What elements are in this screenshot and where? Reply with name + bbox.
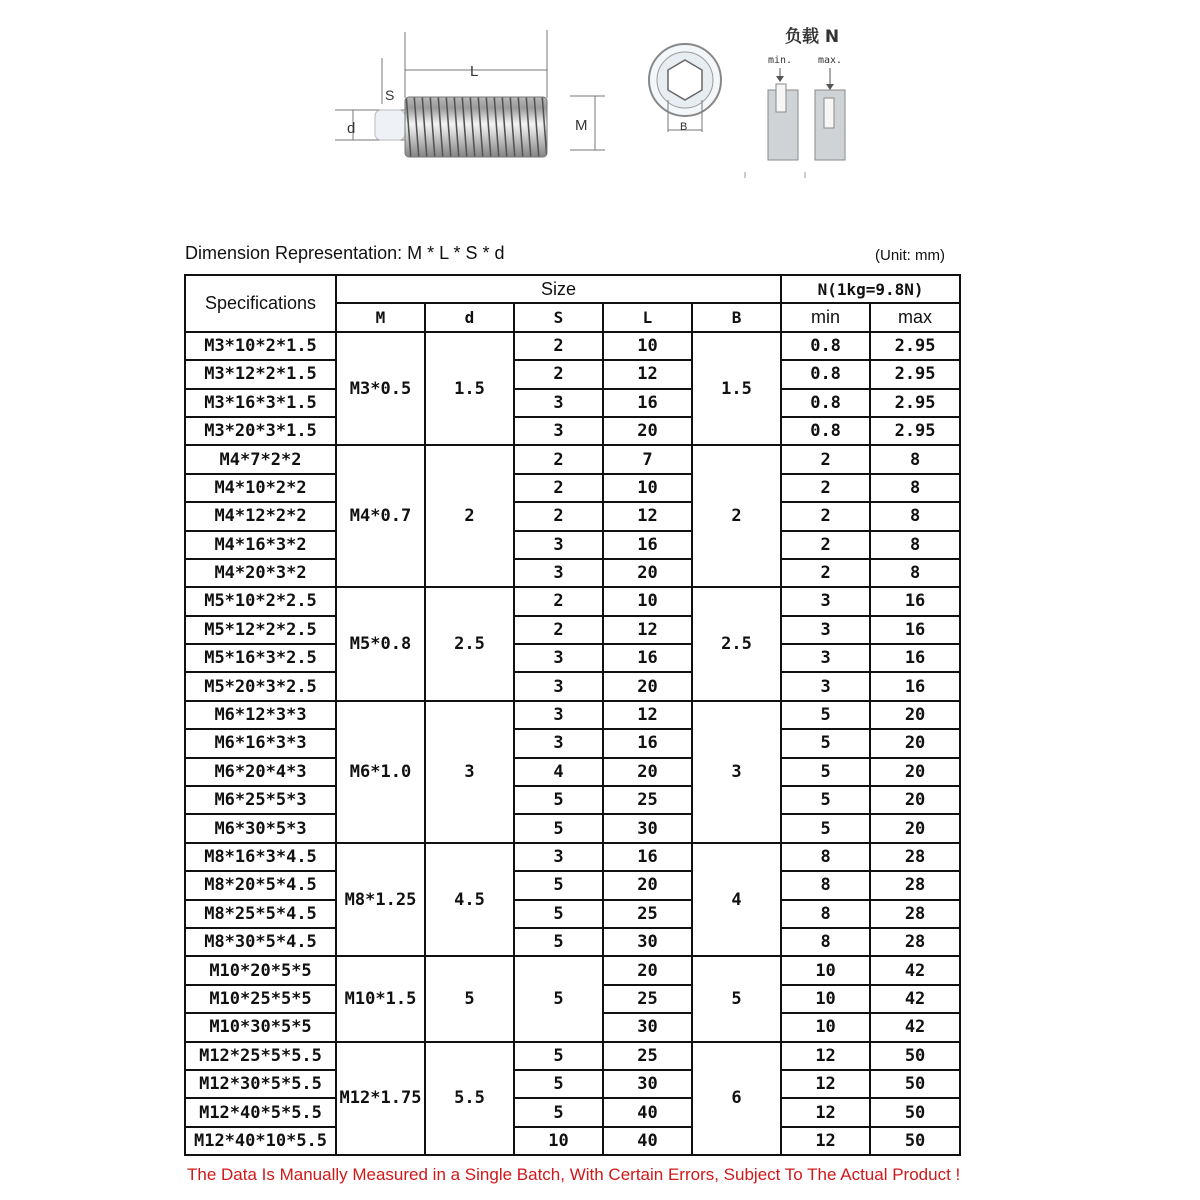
L-cell: 30 xyxy=(603,814,692,842)
S-cell: 10 xyxy=(514,1127,603,1155)
table-row xyxy=(185,559,960,587)
S-cell: 5 xyxy=(514,1098,603,1126)
col-header-B: B xyxy=(692,303,781,331)
max-load-cell: 2.95 xyxy=(870,360,960,388)
L-cell: 16 xyxy=(603,389,692,417)
max-load-cell: 2.95 xyxy=(870,332,960,360)
spec-header: Specifications xyxy=(185,275,336,332)
min-load-cell: 10 xyxy=(781,956,870,984)
table-row xyxy=(185,729,960,757)
title-row xyxy=(185,243,945,269)
L-cell: 16 xyxy=(603,531,692,559)
B-cell: 6 xyxy=(692,1042,781,1156)
table-row xyxy=(185,389,960,417)
max-load-cell: 50 xyxy=(870,1042,960,1070)
max-load-cell: 28 xyxy=(870,871,960,899)
L-cell: 12 xyxy=(603,701,692,729)
min-load-cell: 5 xyxy=(781,814,870,842)
S-cell: 3 xyxy=(514,531,603,559)
L-cell: 12 xyxy=(603,360,692,388)
min-load-cell: 8 xyxy=(781,928,870,956)
S-cell: 3 xyxy=(514,417,603,445)
max-load-cell: 20 xyxy=(870,758,960,786)
thread-M-cell: M3*0.5 xyxy=(336,332,425,446)
spec-cell: M3*10*2*1.5 xyxy=(185,332,336,360)
spec-cell: M12*30*5*5.5 xyxy=(185,1070,336,1098)
min-load-cell: 8 xyxy=(781,843,870,871)
spec-cell: M4*10*2*2 xyxy=(185,474,336,502)
table-row xyxy=(185,672,960,700)
min-load-cell: 2 xyxy=(781,531,870,559)
product-diagram xyxy=(325,0,965,205)
min-load-cell: 0.8 xyxy=(781,332,870,360)
max-load-cell: 2.95 xyxy=(870,417,960,445)
min-load-cell: 8 xyxy=(781,871,870,899)
table-row xyxy=(185,928,960,956)
S-cell: 3 xyxy=(514,644,603,672)
min-load-cell: 2 xyxy=(781,559,870,587)
spec-cell: M4*16*3*2 xyxy=(185,531,336,559)
min-load-cell: 5 xyxy=(781,729,870,757)
S-cell: 5 xyxy=(514,814,603,842)
spec-cell: M6*12*3*3 xyxy=(185,701,336,729)
spec-cell: M6*30*5*3 xyxy=(185,814,336,842)
table-row xyxy=(185,1070,960,1098)
max-load-cell: 20 xyxy=(870,701,960,729)
L-cell: 25 xyxy=(603,786,692,814)
table-row xyxy=(185,531,960,559)
spec-cell: M10*25*5*5 xyxy=(185,985,336,1013)
label-S: S xyxy=(385,87,395,103)
max-load-cell: 8 xyxy=(870,445,960,473)
thread-M-cell: M5*0.8 xyxy=(336,587,425,701)
table-row xyxy=(185,417,960,445)
min-load-cell: 5 xyxy=(781,701,870,729)
table-row xyxy=(185,474,960,502)
spec-cell: M6*20*4*3 xyxy=(185,758,336,786)
L-cell: 40 xyxy=(603,1127,692,1155)
d-cell: 3 xyxy=(425,701,514,843)
max-load-cell: 28 xyxy=(870,900,960,928)
table-row xyxy=(185,644,960,672)
L-cell: 7 xyxy=(603,445,692,473)
table-row xyxy=(185,900,960,928)
spec-cell: M8*25*5*4.5 xyxy=(185,900,336,928)
L-cell: 30 xyxy=(603,1013,692,1041)
B-cell: 1.5 xyxy=(692,332,781,446)
L-cell: 20 xyxy=(603,417,692,445)
n-header: N(1kg=9.8N) xyxy=(781,275,960,303)
L-cell: 10 xyxy=(603,332,692,360)
d-cell: 1.5 xyxy=(425,332,514,446)
L-cell: 30 xyxy=(603,928,692,956)
spec-cell: M8*16*3*4.5 xyxy=(185,843,336,871)
min-load-cell: 12 xyxy=(781,1070,870,1098)
L-cell: 16 xyxy=(603,729,692,757)
L-cell: 16 xyxy=(603,843,692,871)
table-row xyxy=(185,956,960,984)
dimension-title: Dimension Representation: M * L * S * d xyxy=(185,243,505,263)
min-load-cell: 8 xyxy=(781,900,870,928)
spec-cell: M6*25*5*3 xyxy=(185,786,336,814)
max-load-cell: 16 xyxy=(870,616,960,644)
S-cell: 2 xyxy=(514,502,603,530)
min-load-cell: 2 xyxy=(781,474,870,502)
S-cell: 5 xyxy=(514,956,603,1041)
table-row xyxy=(185,332,960,360)
min-load-cell: 3 xyxy=(781,587,870,615)
thread-M-cell: M12*1.75 xyxy=(336,1042,425,1156)
max-load-cell: 8 xyxy=(870,531,960,559)
spec-cell: M4*7*2*2 xyxy=(185,445,336,473)
L-cell: 16 xyxy=(603,644,692,672)
spec-cell: M10*30*5*5 xyxy=(185,1013,336,1041)
S-cell: 3 xyxy=(514,729,603,757)
S-cell: 5 xyxy=(514,871,603,899)
L-cell: 20 xyxy=(603,956,692,984)
spec-cell: M6*16*3*3 xyxy=(185,729,336,757)
table-row xyxy=(185,616,960,644)
S-cell: 5 xyxy=(514,786,603,814)
L-cell: 30 xyxy=(603,1070,692,1098)
spec-cell: M4*20*3*2 xyxy=(185,559,336,587)
min-load-cell: 12 xyxy=(781,1042,870,1070)
table-row xyxy=(185,758,960,786)
spec-cell: M5*10*2*2.5 xyxy=(185,587,336,615)
spec-cell: M5*12*2*2.5 xyxy=(185,616,336,644)
max-load-cell: 16 xyxy=(870,587,960,615)
max-load-cell: 20 xyxy=(870,814,960,842)
B-cell: 2 xyxy=(692,445,781,587)
load-title: 负载 N xyxy=(785,27,840,47)
table-row xyxy=(185,502,960,530)
L-cell: 20 xyxy=(603,871,692,899)
S-cell: 5 xyxy=(514,1042,603,1070)
spec-cell: M4*12*2*2 xyxy=(185,502,336,530)
B-cell: 3 xyxy=(692,701,781,843)
label-L: L xyxy=(470,63,479,80)
S-cell: 2 xyxy=(514,616,603,644)
min-load-cell: 0.8 xyxy=(781,417,870,445)
thread-M-cell: M4*0.7 xyxy=(336,445,425,587)
table-row xyxy=(185,587,960,615)
L-cell: 25 xyxy=(603,985,692,1013)
spring-plunger-diagram xyxy=(325,0,965,205)
S-cell: 5 xyxy=(514,1070,603,1098)
L-cell: 25 xyxy=(603,900,692,928)
min-load-cell: 5 xyxy=(781,758,870,786)
spec-cell: M5*20*3*2.5 xyxy=(185,672,336,700)
spec-cell: M8*20*5*4.5 xyxy=(185,871,336,899)
L-cell: 12 xyxy=(603,502,692,530)
thread-M-cell: M8*1.25 xyxy=(336,843,425,957)
thread-M-cell: M6*1.0 xyxy=(336,701,425,843)
max-load-cell: 16 xyxy=(870,644,960,672)
max-load-cell: 8 xyxy=(870,502,960,530)
min-load-cell: 3 xyxy=(781,616,870,644)
max-load-cell: 8 xyxy=(870,559,960,587)
spec-table-body xyxy=(185,332,960,1155)
S-cell: 5 xyxy=(514,900,603,928)
S-cell: 5 xyxy=(514,928,603,956)
L-cell: 25 xyxy=(603,1042,692,1070)
d-cell: 4.5 xyxy=(425,843,514,957)
B-cell: 2.5 xyxy=(692,587,781,701)
max-load-cell: 50 xyxy=(870,1127,960,1155)
spec-cell: M3*16*3*1.5 xyxy=(185,389,336,417)
table-row xyxy=(185,445,960,473)
min-load-cell: 2 xyxy=(781,445,870,473)
max-load-cell: 20 xyxy=(870,786,960,814)
spec-cell: M12*40*5*5.5 xyxy=(185,1098,336,1126)
spec-cell: M12*40*10*5.5 xyxy=(185,1127,336,1155)
label-d: d xyxy=(347,120,356,137)
table-row xyxy=(185,814,960,842)
table-row xyxy=(185,360,960,388)
max-load-cell: 50 xyxy=(870,1098,960,1126)
label-min: min. xyxy=(768,55,793,66)
max-load-cell: 16 xyxy=(870,672,960,700)
S-cell: 2 xyxy=(514,445,603,473)
S-cell: 3 xyxy=(514,672,603,700)
S-cell: 4 xyxy=(514,758,603,786)
max-load-cell: 28 xyxy=(870,928,960,956)
table-row xyxy=(185,786,960,814)
S-cell: 2 xyxy=(514,474,603,502)
unit-label: (Unit: mm) xyxy=(875,247,945,264)
d-cell: 5.5 xyxy=(425,1042,514,1156)
B-cell: 4 xyxy=(692,843,781,957)
max-load-cell: 2.95 xyxy=(870,389,960,417)
L-cell: 10 xyxy=(603,587,692,615)
spec-cell: M3*20*3*1.5 xyxy=(185,417,336,445)
d-cell: 2 xyxy=(425,445,514,587)
min-load-cell: 10 xyxy=(781,1013,870,1041)
L-cell: 20 xyxy=(603,559,692,587)
max-load-cell: 42 xyxy=(870,1013,960,1041)
max-load-cell: 20 xyxy=(870,729,960,757)
min-load-cell: 12 xyxy=(781,1127,870,1155)
S-cell: 3 xyxy=(514,559,603,587)
min-load-cell: 2 xyxy=(781,502,870,530)
label-M: M xyxy=(575,117,588,134)
max-load-cell: 8 xyxy=(870,474,960,502)
L-cell: 20 xyxy=(603,758,692,786)
min-load-cell: 10 xyxy=(781,985,870,1013)
spec-cell: M10*20*5*5 xyxy=(185,956,336,984)
col-header-d: d xyxy=(425,303,514,331)
max-load-cell: 50 xyxy=(870,1070,960,1098)
L-cell: 40 xyxy=(603,1098,692,1126)
L-cell: 20 xyxy=(603,672,692,700)
spec-cell: M12*25*5*5.5 xyxy=(185,1042,336,1070)
col-header-M: M xyxy=(336,303,425,331)
size-header: Size xyxy=(336,275,781,303)
table-row xyxy=(185,871,960,899)
spec-cell: M3*12*2*1.5 xyxy=(185,360,336,388)
table-row xyxy=(185,843,960,871)
table-row xyxy=(185,701,960,729)
L-cell: 12 xyxy=(603,616,692,644)
d-cell: 5 xyxy=(425,956,514,1041)
S-cell: 3 xyxy=(514,701,603,729)
label-max: max. xyxy=(818,55,843,66)
max-load-cell: 28 xyxy=(870,843,960,871)
d-cell: 2.5 xyxy=(425,587,514,701)
S-cell: 2 xyxy=(514,587,603,615)
disclaimer-note: The Data Is Manually Measured in a Single Batch, With Certain Errors, Subject To The Actual Product ! xyxy=(187,1165,961,1184)
S-cell: 3 xyxy=(514,843,603,871)
max-load-cell: 42 xyxy=(870,985,960,1013)
S-cell: 2 xyxy=(514,332,603,360)
min-load-cell: 5 xyxy=(781,786,870,814)
min-load-cell: 0.8 xyxy=(781,360,870,388)
label-B: B xyxy=(680,121,688,133)
col-header-max: max xyxy=(870,303,960,331)
min-load-cell: 12 xyxy=(781,1098,870,1126)
col-header-S: S xyxy=(514,303,603,331)
spec-cell: M8*30*5*4.5 xyxy=(185,928,336,956)
min-load-cell: 3 xyxy=(781,644,870,672)
L-cell: 10 xyxy=(603,474,692,502)
spec-cell: M5*16*3*2.5 xyxy=(185,644,336,672)
table-row xyxy=(185,1098,960,1126)
S-cell: 2 xyxy=(514,360,603,388)
table-row xyxy=(185,1127,960,1155)
B-cell: 5 xyxy=(692,956,781,1041)
spec-table xyxy=(184,274,961,1156)
table-row xyxy=(185,1042,960,1070)
thread-M-cell: M10*1.5 xyxy=(336,956,425,1041)
S-cell: 3 xyxy=(514,389,603,417)
min-load-cell: 3 xyxy=(781,672,870,700)
max-load-cell: 42 xyxy=(870,956,960,984)
min-load-cell: 0.8 xyxy=(781,389,870,417)
col-header-min: min xyxy=(781,303,870,331)
col-header-L: L xyxy=(603,303,692,331)
